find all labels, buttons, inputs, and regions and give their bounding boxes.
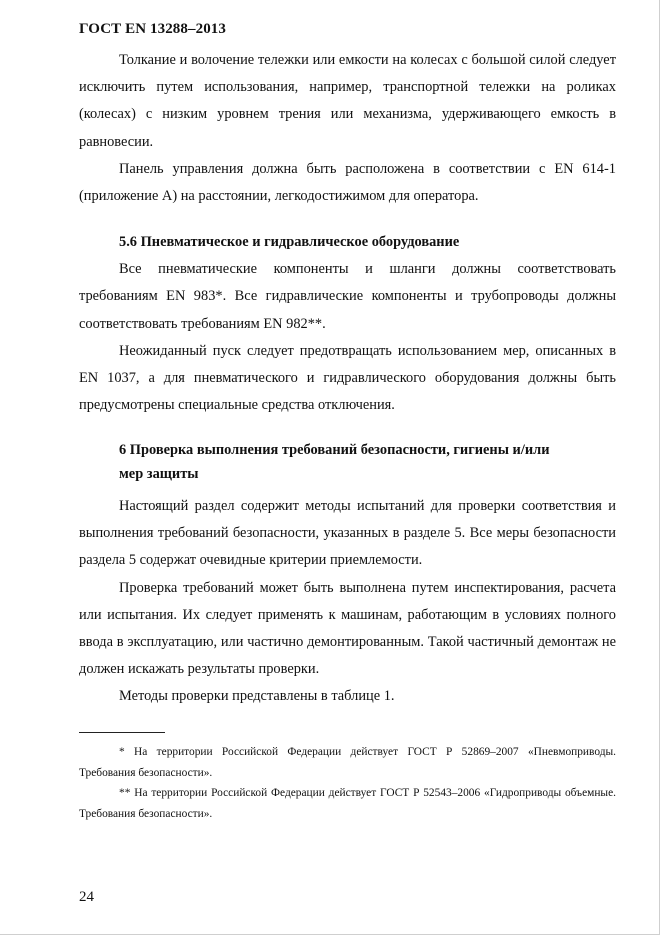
section-6-heading — [79, 438, 616, 486]
footnote-2: ** На территории Российской Федерации действует ГОСТ Р 52543–2006 «Гидроприводы объемные. Требования безопасности». — [79, 787, 616, 820]
section-6-body — [79, 493, 616, 711]
main-text — [79, 47, 616, 210]
paragraph-cart-pushing: Толкание и волочение тележки или емкости на колесах с большой силой следует исключить путем использования, например, транспортной тележки на роликах (колесах) с низким уровнем трения или механизма, удерживающего емкость в равновесии. — [79, 52, 616, 150]
footnote-1: * На территории Российской Федерации действует ГОСТ Р 52869–2007 «Пневмоприводы. Требования безопасности». — [79, 746, 616, 779]
footnotes — [79, 742, 616, 824]
section-6-heading-line1: 6 Проверка выполнения требований безопасности, гигиены и/или — [119, 442, 550, 458]
paragraph-pneumatic-components: Все пневматические компоненты и шланги должны соответствовать требованиям EN 983*. Все гидравлические компоненты и трубопроводы должны соответствовать требованиям EN 982**. — [79, 261, 616, 332]
section-5-6 — [79, 229, 616, 419]
paragraph-control-panel: Панель управления должна быть расположена в соответствии с EN 614-1 (приложение А) на расстоянии, легкодостижимом для оператора. — [79, 160, 616, 205]
paragraph-section-contents: Настоящий раздел содержит методы испытаний для проверки соответствия и выполнения требований безопасности, указанных в разделе 5. Все меры безопасности раздела 5 содержат очевидные критерии приемлемости. — [79, 498, 616, 569]
paragraph-table-reference: Методы проверки представлены в таблице 1. — [119, 688, 395, 705]
section-5-6-heading: 5.6 Пневматическое и гидравлическое оборудование — [119, 234, 460, 250]
paragraph-unexpected-start: Неожиданный пуск следует предотвращать использованием мер, описанных в EN 1037, а для пневматического и гидравлического оборудования должны быть предусмотрены специальные средства отключения. — [79, 342, 616, 414]
footnote-divider — [79, 732, 165, 733]
document-code-header: ГОСТ EN 13288–2013 — [79, 21, 226, 37]
section-6 — [79, 438, 616, 486]
paragraph-verification-methods: Проверка требований может быть выполнена путем инспектирования, расчета или испытания. Их следует применять к машинам, работающим в условиях полного ввода в эксплуатацию, или частично демонтированным. Такой частичный демонтаж не должен искажать результаты проверки. — [79, 579, 616, 678]
section-6-heading-line2: мер защиты — [119, 466, 199, 482]
page-number: 24 — [79, 889, 94, 905]
